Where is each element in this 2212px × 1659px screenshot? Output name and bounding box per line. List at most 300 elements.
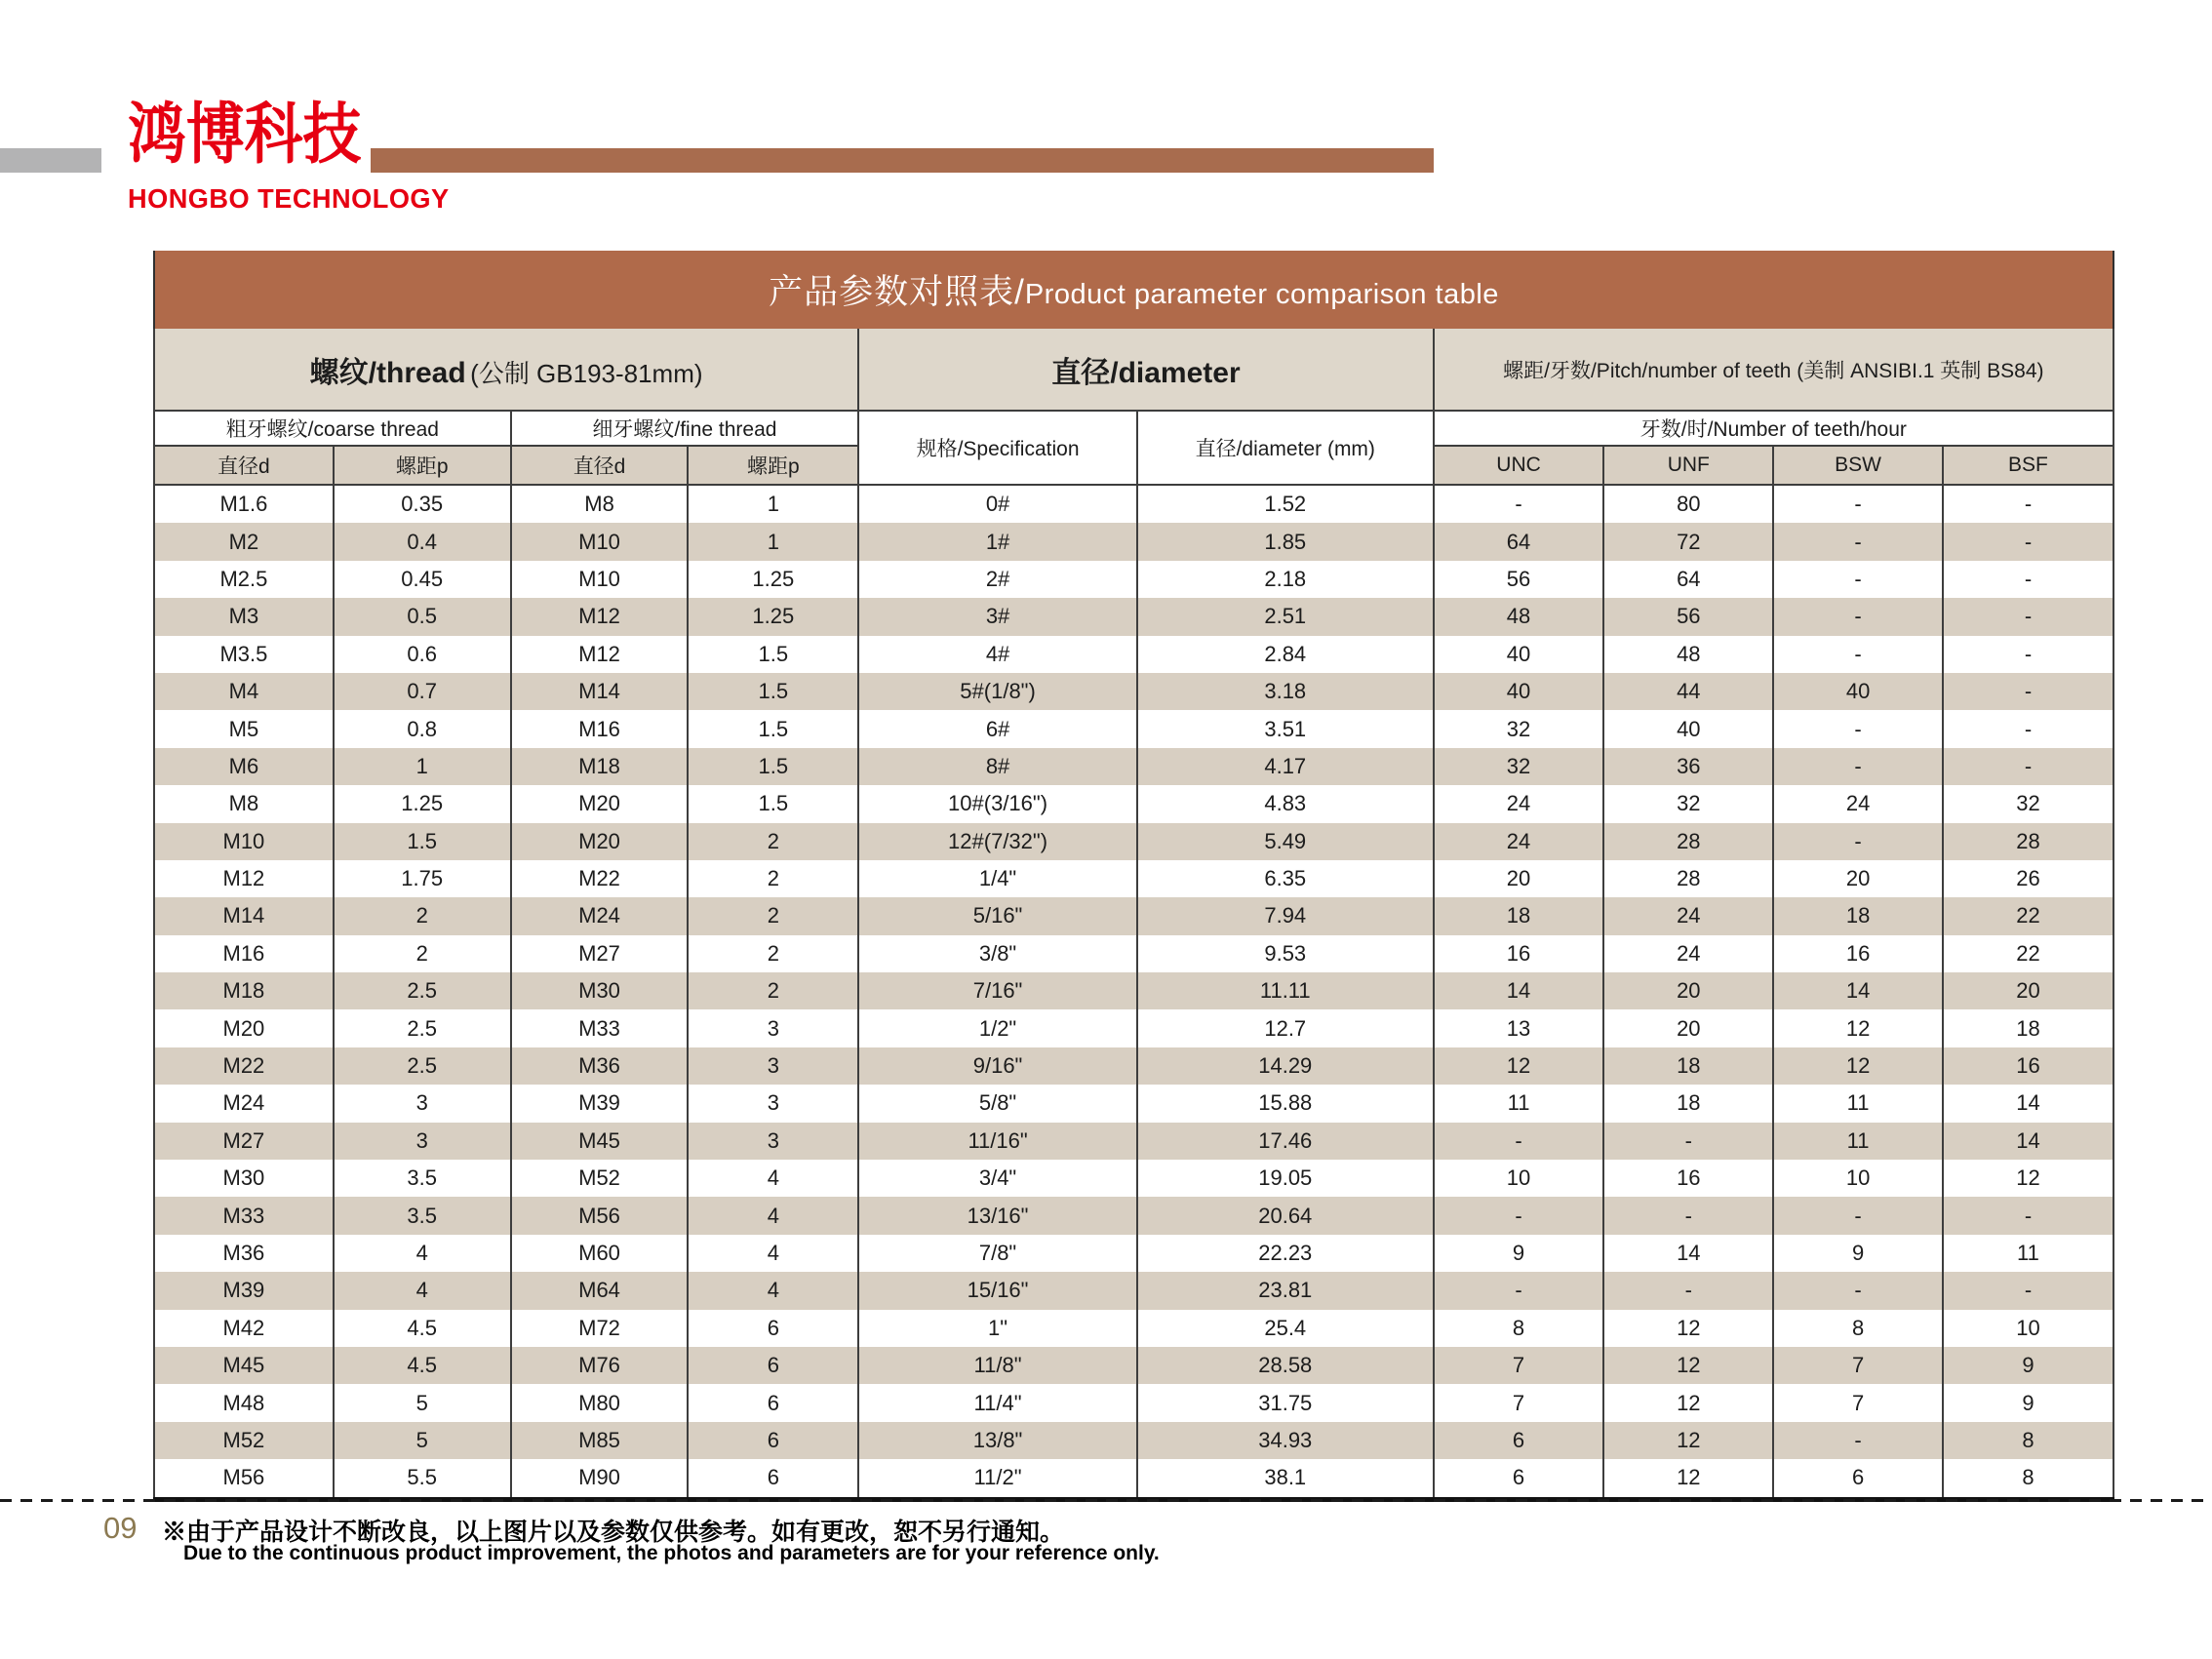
table-cell: 6 xyxy=(688,1347,858,1384)
section-thread-label: 螺纹/thread xyxy=(309,356,466,389)
table-cell: M12 xyxy=(154,860,334,897)
table-cell: 24 xyxy=(1603,935,1773,972)
table-row xyxy=(154,636,2113,673)
table-cell: - xyxy=(1943,673,2113,710)
table-cell: 3 xyxy=(334,1085,511,1122)
table-cell: 4 xyxy=(688,1160,858,1197)
table-cell: M20 xyxy=(511,823,689,860)
table-cell: M18 xyxy=(511,748,689,785)
table-cell: 7/8" xyxy=(858,1235,1137,1272)
disclaimer-english: Due to the continuous product improvement, the photos and parameters are for your reference only. xyxy=(183,1542,1160,1564)
table-cell: 44 xyxy=(1603,673,1773,710)
table-cell: 9 xyxy=(1943,1347,2113,1384)
table-cell: 6 xyxy=(1434,1422,1604,1459)
table-cell: 12 xyxy=(1943,1160,2113,1197)
table-cell: 1.5 xyxy=(688,673,858,710)
table-row xyxy=(154,1272,2113,1309)
table-row xyxy=(154,1009,2113,1047)
table-cell: 32 xyxy=(1943,785,2113,822)
table-cell: 1.25 xyxy=(688,561,858,598)
table-cell: 16 xyxy=(1943,1047,2113,1085)
table-cell: 48 xyxy=(1603,636,1773,673)
table-cell: - xyxy=(1773,1197,1943,1234)
table-cell: M16 xyxy=(511,710,689,747)
table-cell: - xyxy=(1943,523,2113,560)
table-cell: 3# xyxy=(858,598,1137,635)
table-cell: - xyxy=(1943,598,2113,635)
table-cell: 14 xyxy=(1943,1085,2113,1122)
table-cell: 2 xyxy=(688,935,858,972)
table-cell: 6.35 xyxy=(1137,860,1434,897)
table-title-row xyxy=(154,251,2113,329)
table-cell: 5.49 xyxy=(1137,823,1434,860)
table-cell: 32 xyxy=(1603,785,1773,822)
parameter-table xyxy=(153,251,2114,1502)
header-coarse-thread: 粗牙螺纹/coarse thread xyxy=(154,411,511,446)
table-cell: 8 xyxy=(1943,1422,2113,1459)
table-cell: 18 xyxy=(1603,1047,1773,1085)
table-cell: 14 xyxy=(1943,1123,2113,1160)
table-cell: 20 xyxy=(1603,1009,1773,1047)
table-cell: 11/8" xyxy=(858,1347,1137,1384)
table-cell: 14 xyxy=(1434,972,1604,1009)
table-cell: 2 xyxy=(334,935,511,972)
table-title-cn: 产品参数对照表/ xyxy=(769,273,1025,311)
table-cell: 20 xyxy=(1943,972,2113,1009)
table-cell: 17.46 xyxy=(1137,1123,1434,1160)
table-cell: M52 xyxy=(511,1160,689,1197)
table-cell: 0.7 xyxy=(334,673,511,710)
table-cell: M22 xyxy=(511,860,689,897)
table-cell: 1.25 xyxy=(688,598,858,635)
table-cell: M27 xyxy=(511,935,689,972)
table-cell: 4.5 xyxy=(334,1310,511,1347)
table-cell: M85 xyxy=(511,1422,689,1459)
table-title-en: Product parameter comparison table xyxy=(1024,279,1499,310)
table-cell: - xyxy=(1773,636,1943,673)
table-cell: - xyxy=(1773,710,1943,747)
table-row xyxy=(154,935,2113,972)
table-cell: 5.5 xyxy=(334,1459,511,1499)
table-cell: 3 xyxy=(688,1009,858,1047)
table-cell: 2# xyxy=(858,561,1137,598)
table-cell: M80 xyxy=(511,1384,689,1421)
table-cell: 2 xyxy=(334,897,511,934)
table-row xyxy=(154,1160,2113,1197)
table-cell: 18 xyxy=(1434,897,1604,934)
table-cell: M5 xyxy=(154,710,334,747)
table-cell: 3.51 xyxy=(1137,710,1434,747)
table-cell: 7 xyxy=(1773,1347,1943,1384)
table-cell: - xyxy=(1434,485,1604,523)
table-cell: M36 xyxy=(154,1235,334,1272)
table-cell: 4.83 xyxy=(1137,785,1434,822)
section-diameter-label: 直径/diameter xyxy=(1051,356,1241,389)
table-cell: M24 xyxy=(154,1085,334,1122)
table-cell: M14 xyxy=(511,673,689,710)
table-cell: 10#(3/16") xyxy=(858,785,1137,822)
table-cell: M2.5 xyxy=(154,561,334,598)
table-cell: - xyxy=(1603,1272,1773,1309)
table-cell: M90 xyxy=(511,1459,689,1499)
table-cell: 6 xyxy=(688,1459,858,1499)
table-cell: 7 xyxy=(1434,1347,1604,1384)
table-cell: M76 xyxy=(511,1347,689,1384)
table-row xyxy=(154,1422,2113,1459)
table-cell: M60 xyxy=(511,1235,689,1272)
table-cell: 1" xyxy=(858,1310,1137,1347)
table-cell: 40 xyxy=(1434,673,1604,710)
table-cell: 2.18 xyxy=(1137,561,1434,598)
table-row xyxy=(154,1310,2113,1347)
table-cell: M33 xyxy=(511,1009,689,1047)
brown-accent-bar xyxy=(371,148,1434,173)
table-cell: 12 xyxy=(1603,1384,1773,1421)
table-cell: 9 xyxy=(1773,1235,1943,1272)
table-cell: 0.35 xyxy=(334,485,511,523)
table-cell: 9 xyxy=(1943,1384,2113,1421)
table-cell: 32 xyxy=(1434,748,1604,785)
table-cell: 20 xyxy=(1434,860,1604,897)
table-cell: 48 xyxy=(1434,598,1604,635)
table-cell: 5/16" xyxy=(858,897,1137,934)
table-row xyxy=(154,1235,2113,1272)
table-cell: M72 xyxy=(511,1310,689,1347)
table-cell: 22 xyxy=(1943,897,2113,934)
table-row xyxy=(154,1197,2113,1234)
table-cell: M8 xyxy=(511,485,689,523)
table-cell: 0.45 xyxy=(334,561,511,598)
table-cell: 1.5 xyxy=(688,748,858,785)
table-cell: 1 xyxy=(688,523,858,560)
table-cell: M56 xyxy=(154,1459,334,1499)
table-cell: 64 xyxy=(1434,523,1604,560)
table-cell: 28.58 xyxy=(1137,1347,1434,1384)
table-cell: 32 xyxy=(1434,710,1604,747)
table-cell: 1/4" xyxy=(858,860,1137,897)
table-cell: 3.18 xyxy=(1137,673,1434,710)
table-cell: 1.5 xyxy=(688,636,858,673)
table-cell: M64 xyxy=(511,1272,689,1309)
table-cell: 7 xyxy=(1434,1384,1604,1421)
table-row xyxy=(154,1123,2113,1160)
table-cell: 16 xyxy=(1603,1160,1773,1197)
table-cell: 6 xyxy=(688,1384,858,1421)
table-cell: 3 xyxy=(688,1123,858,1160)
table-cell: - xyxy=(1434,1123,1604,1160)
table-cell: M14 xyxy=(154,897,334,934)
table-cell: 3/4" xyxy=(858,1160,1137,1197)
table-cell: M30 xyxy=(154,1160,334,1197)
table-row xyxy=(154,1459,2113,1499)
table-cell: 56 xyxy=(1603,598,1773,635)
table-cell: M18 xyxy=(154,972,334,1009)
table-cell: 20.64 xyxy=(1137,1197,1434,1234)
table-cell: 12 xyxy=(1603,1422,1773,1459)
table-cell: 12 xyxy=(1773,1009,1943,1047)
table-cell: - xyxy=(1603,1123,1773,1160)
table-cell: 11 xyxy=(1773,1085,1943,1122)
table-cell: - xyxy=(1773,1422,1943,1459)
table-cell: 10 xyxy=(1943,1310,2113,1347)
table-cell: 11/16" xyxy=(858,1123,1137,1160)
table-cell: - xyxy=(1773,485,1943,523)
table-cell: 20 xyxy=(1603,972,1773,1009)
table-cell: 13/16" xyxy=(858,1197,1137,1234)
section-header-row xyxy=(154,329,2113,411)
table-cell: 0.4 xyxy=(334,523,511,560)
table-cell: 2.5 xyxy=(334,1009,511,1047)
table-cell: - xyxy=(1773,823,1943,860)
table-cell: M10 xyxy=(511,523,689,560)
table-row xyxy=(154,673,2113,710)
table-cell: 14 xyxy=(1773,972,1943,1009)
header-bsf: BSF xyxy=(1943,446,2113,485)
header-fine-thread: 细牙螺纹/fine thread xyxy=(511,411,859,446)
table-cell: M6 xyxy=(154,748,334,785)
table-row xyxy=(154,860,2113,897)
table-cell: 11 xyxy=(1434,1085,1604,1122)
table-cell: 15.88 xyxy=(1137,1085,1434,1122)
page-number: 09 xyxy=(103,1511,138,1545)
table-cell: 1# xyxy=(858,523,1137,560)
table-row xyxy=(154,485,2113,523)
table-cell: 16 xyxy=(1434,935,1604,972)
table-body xyxy=(154,485,2113,1499)
table-cell: 7/16" xyxy=(858,972,1137,1009)
table-cell: 0# xyxy=(858,485,1137,523)
table-cell: 6 xyxy=(1434,1459,1604,1499)
header-coarse-pitch-p: 螺距p xyxy=(334,446,511,485)
table-cell: 2 xyxy=(688,860,858,897)
table-cell: M52 xyxy=(154,1422,334,1459)
table-cell: 13/8" xyxy=(858,1422,1137,1459)
table-cell: M30 xyxy=(511,972,689,1009)
table-cell: 1 xyxy=(688,485,858,523)
table-cell: 28 xyxy=(1603,823,1773,860)
table-cell: 3 xyxy=(334,1123,511,1160)
table-cell: 1.5 xyxy=(688,785,858,822)
table-cell: M39 xyxy=(511,1085,689,1122)
table-cell: - xyxy=(1434,1272,1604,1309)
table-cell: 4 xyxy=(688,1197,858,1234)
header-specification: 规格/Specification xyxy=(858,411,1137,485)
table-cell: 22 xyxy=(1943,935,2113,972)
table-cell: 4 xyxy=(688,1235,858,1272)
table-cell: M16 xyxy=(154,935,334,972)
table-cell: 2.51 xyxy=(1137,598,1434,635)
table-cell: 56 xyxy=(1434,561,1604,598)
table-cell: M33 xyxy=(154,1197,334,1234)
table-cell: 4 xyxy=(334,1272,511,1309)
header-fine-pitch-p: 螺距p xyxy=(688,446,858,485)
table-cell: 13 xyxy=(1434,1009,1604,1047)
table-cell: 2 xyxy=(688,972,858,1009)
table-cell: 14.29 xyxy=(1137,1047,1434,1085)
table-row xyxy=(154,897,2113,934)
table-row xyxy=(154,1347,2113,1384)
table-cell: 14 xyxy=(1603,1235,1773,1272)
table-cell: 3 xyxy=(688,1047,858,1085)
table-cell: M3 xyxy=(154,598,334,635)
section-thread-standard: (公制 GB193-81mm) xyxy=(470,358,703,388)
section-pitch xyxy=(1434,329,2113,411)
header-diameter-mm: 直径/diameter (mm) xyxy=(1137,411,1434,485)
table-cell: 10 xyxy=(1773,1160,1943,1197)
table-cell: 22.23 xyxy=(1137,1235,1434,1272)
table-cell: M45 xyxy=(511,1123,689,1160)
table-cell: 3 xyxy=(688,1085,858,1122)
header-unf: UNF xyxy=(1603,446,1773,485)
table-cell: M1.6 xyxy=(154,485,334,523)
table-cell: 6# xyxy=(858,710,1137,747)
table-cell: 18 xyxy=(1603,1085,1773,1122)
table-row xyxy=(154,823,2113,860)
table-cell: - xyxy=(1603,1197,1773,1234)
table-cell: - xyxy=(1943,748,2113,785)
table-cell: 28 xyxy=(1603,860,1773,897)
table-cell: 11 xyxy=(1773,1123,1943,1160)
table-cell: 64 xyxy=(1603,561,1773,598)
table-cell: 1.75 xyxy=(334,860,511,897)
table-cell: 1.5 xyxy=(688,710,858,747)
table-cell: - xyxy=(1773,1272,1943,1309)
table-row xyxy=(154,710,2113,747)
table-cell: 16 xyxy=(1773,935,1943,972)
table-cell: 2.84 xyxy=(1137,636,1434,673)
table-cell: M36 xyxy=(511,1047,689,1085)
table-row xyxy=(154,561,2113,598)
table-cell: M12 xyxy=(511,636,689,673)
table-cell: 9 xyxy=(1434,1235,1604,1272)
table-cell: 15/16" xyxy=(858,1272,1137,1309)
section-pitch-label: 螺距/牙数/Pitch/number of teeth (美制 ANSIBI.1 英制 BS84) xyxy=(1503,359,2044,382)
table-cell: M2 xyxy=(154,523,334,560)
table-cell: 6 xyxy=(688,1422,858,1459)
gray-accent-bar xyxy=(0,148,101,173)
table-cell: 5#(1/8") xyxy=(858,673,1137,710)
table-cell: 2 xyxy=(688,897,858,934)
table-cell: 8 xyxy=(1434,1310,1604,1347)
logo-english: HONGBO TECHNOLOGY xyxy=(128,183,450,214)
table-cell: 20 xyxy=(1773,860,1943,897)
table-cell: 10 xyxy=(1434,1160,1604,1197)
table-cell: 3.5 xyxy=(334,1197,511,1234)
table-cell: 72 xyxy=(1603,523,1773,560)
table-cell: 9.53 xyxy=(1137,935,1434,972)
table-cell: 12 xyxy=(1434,1047,1604,1085)
table-row xyxy=(154,523,2113,560)
table-cell: M20 xyxy=(511,785,689,822)
table-cell: M56 xyxy=(511,1197,689,1234)
table-cell: M10 xyxy=(154,823,334,860)
table-cell: M24 xyxy=(511,897,689,934)
table-cell: M27 xyxy=(154,1123,334,1160)
table-title xyxy=(154,251,2113,329)
table-cell: 25.4 xyxy=(1137,1310,1434,1347)
header-fine-diameter-d: 直径d xyxy=(511,446,689,485)
table-cell: 11 xyxy=(1943,1235,2113,1272)
table-cell: 12 xyxy=(1603,1310,1773,1347)
table-cell: - xyxy=(1943,710,2113,747)
table-cell: 5/8" xyxy=(858,1085,1137,1122)
table-cell: M39 xyxy=(154,1272,334,1309)
table-cell: M12 xyxy=(511,598,689,635)
table-row xyxy=(154,1085,2113,1122)
table-cell: - xyxy=(1943,1197,2113,1234)
table-cell: - xyxy=(1773,523,1943,560)
table-cell: 3.5 xyxy=(334,1160,511,1197)
disclaimer-chinese: ※由于产品设计不断改良，以上图片以及参数仅供参考。如有更改，恕不另行通知。 xyxy=(162,1519,1065,1546)
table-cell: 0.6 xyxy=(334,636,511,673)
table-cell: 9/16" xyxy=(858,1047,1137,1085)
table-cell: - xyxy=(1773,561,1943,598)
table-cell: 11/4" xyxy=(858,1384,1137,1421)
table-cell: 4.17 xyxy=(1137,748,1434,785)
table-cell: 7 xyxy=(1773,1384,1943,1421)
table-cell: 34.93 xyxy=(1137,1422,1434,1459)
table-row xyxy=(154,972,2113,1009)
table-cell: M42 xyxy=(154,1310,334,1347)
table-cell: 36 xyxy=(1603,748,1773,785)
table-cell: 2.5 xyxy=(334,972,511,1009)
table-row xyxy=(154,1384,2113,1421)
table-cell: 4.5 xyxy=(334,1347,511,1384)
table-cell: - xyxy=(1773,748,1943,785)
table-cell: 40 xyxy=(1603,710,1773,747)
table-cell: 3/8" xyxy=(858,935,1137,972)
table-cell: 4 xyxy=(688,1272,858,1309)
table-cell: 12 xyxy=(1603,1459,1773,1499)
table-cell: 0.5 xyxy=(334,598,511,635)
subheader-row-1 xyxy=(154,411,2113,446)
table-cell: 18 xyxy=(1773,897,1943,934)
section-diameter xyxy=(858,329,1433,411)
header-teeth-per-hour: 牙数/时/Number of teeth/hour xyxy=(1434,411,2113,446)
table-cell: M48 xyxy=(154,1384,334,1421)
table-cell: 7.94 xyxy=(1137,897,1434,934)
table-cell: 11/2" xyxy=(858,1459,1137,1499)
table-cell: 80 xyxy=(1603,485,1773,523)
dashed-separator xyxy=(0,1499,2212,1502)
table-cell: 5 xyxy=(334,1422,511,1459)
table-row xyxy=(154,785,2113,822)
table-cell: 1/2" xyxy=(858,1009,1137,1047)
table-cell: 5 xyxy=(334,1384,511,1421)
table-cell: 1 xyxy=(334,748,511,785)
table-cell: 8 xyxy=(1773,1310,1943,1347)
table-row xyxy=(154,1047,2113,1085)
header-coarse-diameter-d: 直径d xyxy=(154,446,334,485)
table-cell: 24 xyxy=(1603,897,1773,934)
table-row xyxy=(154,748,2113,785)
table-cell: 38.1 xyxy=(1137,1459,1434,1499)
table-cell: 12.7 xyxy=(1137,1009,1434,1047)
table-cell: 28 xyxy=(1943,823,2113,860)
table-cell: 40 xyxy=(1434,636,1604,673)
table-cell: 4# xyxy=(858,636,1137,673)
table-cell: 6 xyxy=(1773,1459,1943,1499)
table-cell: - xyxy=(1943,485,2113,523)
table-cell: 19.05 xyxy=(1137,1160,1434,1197)
table-cell: M10 xyxy=(511,561,689,598)
table-cell: 11.11 xyxy=(1137,972,1434,1009)
table-cell: 1.5 xyxy=(334,823,511,860)
table-cell: 31.75 xyxy=(1137,1384,1434,1421)
section-thread xyxy=(154,329,858,411)
table-cell: 24 xyxy=(1434,823,1604,860)
table-cell: 8 xyxy=(1943,1459,2113,1499)
